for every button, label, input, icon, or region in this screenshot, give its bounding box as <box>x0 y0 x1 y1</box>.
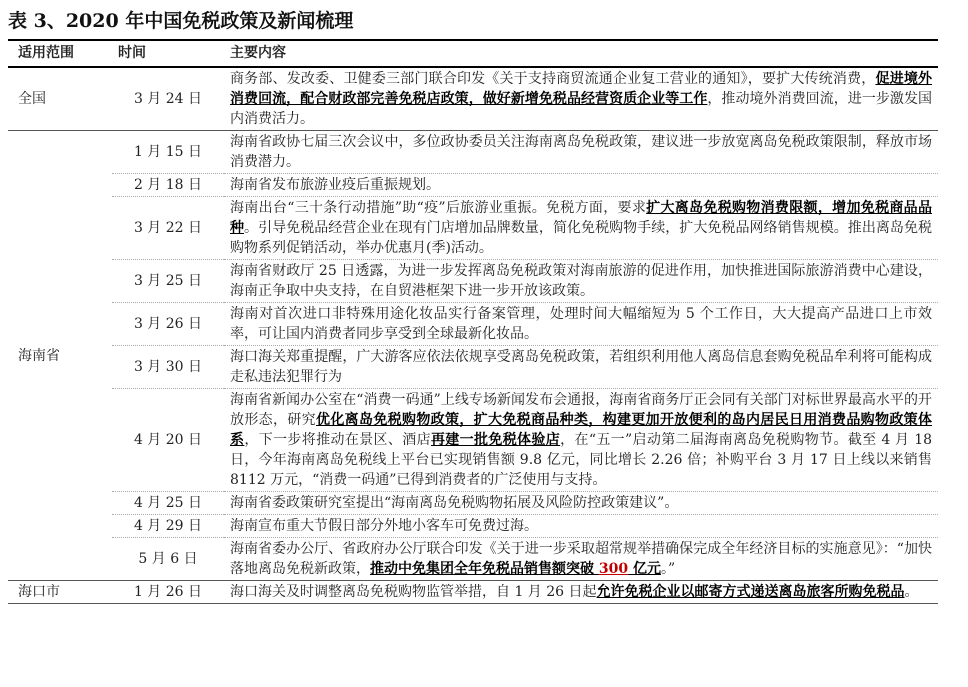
highlight-text: 再建一批免税体验店 <box>430 432 561 448</box>
content-cell <box>224 67 938 131</box>
content-text: 。” <box>660 561 676 577</box>
table-row <box>8 67 938 131</box>
date-cell: 1 月 26 日 <box>112 581 224 604</box>
content-cell <box>224 581 938 604</box>
highlight-text: 优化离岛免税购物政策，扩大免税商品种类，构建更加开放便利的岛内居民日用消费品购物政策体系 <box>230 412 932 448</box>
content-text: 海口海关郑重提醒，广大游客应依法依规享受离岛免税政策，若组织利用他人离岛信息套购免税品牟利将可能构成走私违法犯罪行为 <box>230 349 932 385</box>
content-cell <box>224 346 938 389</box>
table-row <box>8 303 938 346</box>
table-header-row <box>8 39 938 67</box>
content-text: 海南省新闻办公室在“消费一码通”上线专场新闻发布会通报，海南省商务厅正会同有关部门对标世界最高水平的开放形态，研究 <box>230 392 932 428</box>
date-cell: 3 月 24 日 <box>112 67 224 131</box>
table-row <box>8 174 938 197</box>
highlight-text: 促进境外消费回流，配合财政部完善免税店政策，做好新增免税品经营资质企业等工作 <box>230 71 933 107</box>
scope-cell: 海南省 <box>8 131 112 581</box>
table-title: 表 3、2020 年中国免税政策及新闻梳理 <box>8 10 354 32</box>
content-cell <box>224 303 938 346</box>
content-text: 海南对首次进口非特殊用途化妆品实行备案管理，处理时间大幅缩短为 5 个工作日，大大提高产品进口上市效率，可让国内消费者同步享受到全球最新化妆品。 <box>230 306 932 342</box>
content-text: 海口海关及时调整离岛免税购物监管举措，自 1 月 26 日起 <box>230 584 597 600</box>
content-text: 商务部、发改委、卫健委三部门联合印发《关于支持商贸流通企业复工营业的通知》，要扩大传统消费， <box>230 71 876 87</box>
table-row <box>8 538 938 581</box>
content-text: 海南省政协七届三次会议中，多位政协委员关注海南离岛免税政策，建议进一步放宽离岛免税政策限制，释放市场消费潜力。 <box>230 134 932 170</box>
content-cell <box>224 260 938 303</box>
date-cell: 3 月 30 日 <box>112 346 224 389</box>
content-cell <box>224 492 938 515</box>
content-cell <box>224 515 938 538</box>
highlight-text: 扩大离岛免税购物消费限额，增加免税商品品种 <box>230 200 932 236</box>
content-text: ，在“五一”启动第二届海南离岛免税购物节。截至 4 月 18 日，今年海南离岛免税线上平台已实现销售额 9.8 亿元，同比增长 2.26 倍；补购平台 3 月 17 日上线以来销售 8112 万元，“消费一码通”已得到消费者的广泛使用与支持。 <box>230 432 933 488</box>
header-content: 主要内容 <box>224 39 938 67</box>
table-row <box>8 131 938 174</box>
header-time: 时间 <box>112 39 224 67</box>
content-cell <box>224 538 938 581</box>
date-cell: 3 月 25 日 <box>112 260 224 303</box>
date-cell: 1 月 15 日 <box>112 131 224 174</box>
content-text: 。 <box>904 584 919 600</box>
table-row <box>8 492 938 515</box>
policy-news-table <box>8 39 938 604</box>
highlight-text: 允许免税企业以邮寄方式递送离岛旅客所购免税品 <box>596 584 905 600</box>
highlight-text: 亿元 <box>628 561 661 577</box>
date-cell: 4 月 20 日 <box>112 389 224 492</box>
content-text: 海南宣布重大节假日部分外地小客车可免费过海。 <box>230 518 538 534</box>
date-cell: 2 月 18 日 <box>112 174 224 197</box>
content-cell <box>224 131 938 174</box>
highlight-text: 推动中免集团全年免税品销售额突破 <box>370 561 599 577</box>
content-cell <box>224 389 938 492</box>
table-row <box>8 515 938 538</box>
content-text: 海南省委办公厅、省政府办公厅联合印发《关于进一步采取超常规举措确保完成全年经济目标的实施意见》：“加快落地离岛免税新政策， <box>230 541 932 577</box>
content-text: 海南省发布旅游业疫后重振规划。 <box>230 177 440 193</box>
content-text: 。引导免税品经营企业在现有门店增加品牌数量，简化免税购物手续，扩大免税品网络销售规模。推出离岛免税购物系列促销活动，举办优惠月(季)活动。 <box>230 220 933 256</box>
highlight-text: 300 <box>598 561 629 577</box>
scope-cell: 海口市 <box>8 581 112 604</box>
date-cell: 3 月 22 日 <box>112 197 224 260</box>
date-cell: 5 月 6 日 <box>112 538 224 581</box>
table-row <box>8 389 938 492</box>
content-cell <box>224 197 938 260</box>
date-cell: 4 月 29 日 <box>112 515 224 538</box>
content-text: 海南省委政策研究室提出“海南离岛免税购物拓展及风险防控政策建议”。 <box>230 495 679 511</box>
content-text: 海南省财政厅 25 日透露，为进一步发挥离岛免税政策对海南旅游的促进作用，加快推进国际旅游消费中心建设，海南正争取中央支持，在自贸港框架下进一步开放该政策。 <box>230 263 932 299</box>
table-row <box>8 581 938 604</box>
content-text: ，下一步将推动在景区、酒店 <box>244 432 431 448</box>
scope-cell: 全国 <box>8 67 112 131</box>
content-cell <box>224 174 938 197</box>
date-cell: 4 月 25 日 <box>112 492 224 515</box>
content-text: 海南出台“三十条行动措施”助“疫”后旅游业重振。免税方面，要求 <box>230 200 647 216</box>
table-body <box>8 67 938 604</box>
header-scope: 适用范围 <box>8 39 112 67</box>
table-row <box>8 197 938 260</box>
date-cell: 3 月 26 日 <box>112 303 224 346</box>
table-row <box>8 346 938 389</box>
content-text: ，推动境外消费回流，进一步激发国内消费活力。 <box>230 91 933 127</box>
table-row <box>8 260 938 303</box>
